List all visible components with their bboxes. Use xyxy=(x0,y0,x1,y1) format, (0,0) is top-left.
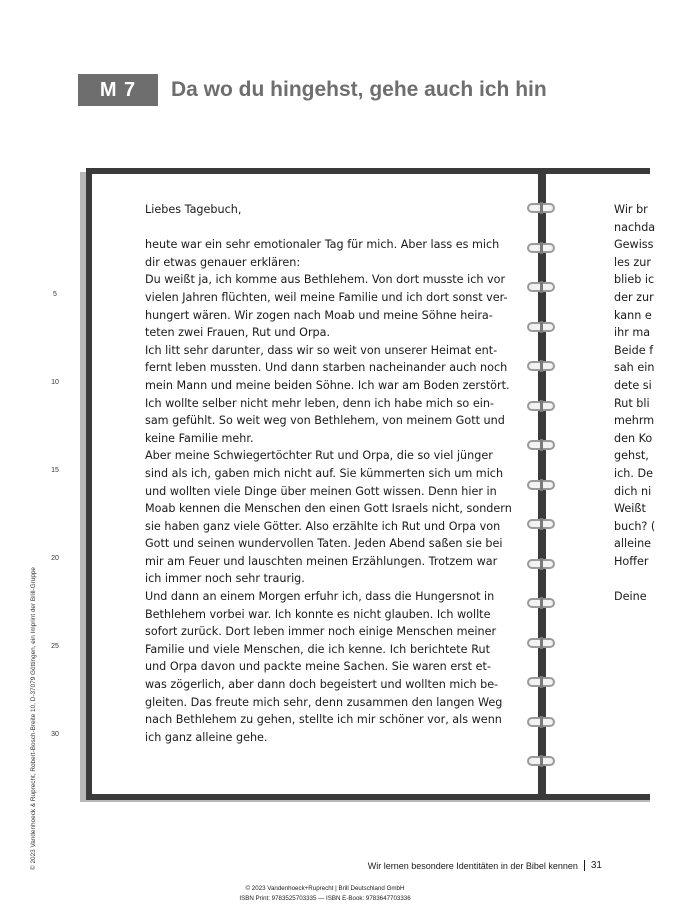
diary-line-right: kann e xyxy=(614,308,652,322)
diary-line: gleiten. Das freute mich sehr, denn zusammen den langen Weg xyxy=(145,695,503,709)
page-number: 31 xyxy=(590,860,602,871)
diary-line-right: dete si xyxy=(614,378,652,392)
diary-line-right: den Ko xyxy=(614,431,653,445)
diary-line: Bethlehem vorbei war. Ich konnte es nicht glauben. Ich wollte xyxy=(145,607,491,621)
side-copyright: © 2023 Vandenhoeck & Ruprecht, Robert-Bosch-Breite 10, D-37079 Göttingen, ein Imprint der Brill-Gruppe xyxy=(30,567,37,870)
line-number: 25 xyxy=(51,643,59,650)
imprint-line-2: ISBN Print: 9783525703335 — ISBN E-Book: 9783647703336 xyxy=(239,895,411,902)
diary-line-right: Hoffer xyxy=(614,554,649,568)
spiral-ring xyxy=(527,361,555,371)
diary-line: hungert wären. Wir zogen nach Moab und meine Söhne heira- xyxy=(145,308,493,322)
diary-line: nach Bethlehem zu gehen, stellte ich mir schöner vor, als wenn xyxy=(145,713,502,727)
diary-line: was zögerlich, aber dann doch begeistert und wollten mich be- xyxy=(145,678,499,692)
diary-line: sie haben ganz viele Götter. Also erzählte ich Rut und Orpa von xyxy=(145,519,501,533)
diary-line: Und dann an einem Morgen erfuhr ich, dass die Hungersnot in xyxy=(145,590,495,604)
diary-line: keine Familie mehr. xyxy=(145,431,254,445)
diary-line-right xyxy=(614,570,674,588)
imprint-line-1: © 2023 Vandenhoeck+Ruprecht | Brill Deutschland GmbH xyxy=(245,885,405,892)
spiral-ring xyxy=(527,480,555,490)
diary-line: Ich litt sehr darunter, dass wir so weit von unserer Heimat ent- xyxy=(145,343,498,357)
diary-line-right: Deine xyxy=(614,590,647,604)
diary-line: vielen Jahren flüchten, weil meine Familie und ich dort sonst ver- xyxy=(145,290,508,304)
line-number: 20 xyxy=(51,555,59,562)
diary-line-right: Beide f xyxy=(614,343,654,357)
page-title: Da wo du hingehst, gehe auch ich hin xyxy=(171,78,547,101)
spiral-ring xyxy=(527,401,555,411)
spiral-ring xyxy=(527,717,555,727)
diary-line: heute war ein sehr emotionaler Tag für mich. Aber lass es mich xyxy=(145,238,500,252)
diary-line-right: mehrm xyxy=(614,414,655,428)
footer-separator xyxy=(584,860,585,871)
diary-line: ich ganz alleine gehe. xyxy=(145,730,268,744)
diary-line: fernt leben mussten. Und dann starben nacheinander auch noch xyxy=(145,361,508,375)
diary-line: teten zwei Frauen, Rut und Orpa. xyxy=(145,326,331,340)
page-footer xyxy=(368,860,602,871)
line-number: 15 xyxy=(51,467,59,474)
diary-line-right: Wir br xyxy=(614,203,648,216)
diary-line-right: blieb ic xyxy=(614,273,655,287)
diary-line: Gott und seinen wundervollen Taten. Jeden Abend saßen sie bei xyxy=(145,537,503,551)
diary-line: sam gefühlt. So weit weg von Bethlehem, von meinem Gott und xyxy=(145,414,505,428)
diary-line-right: sah ein xyxy=(614,361,655,375)
spiral-ring xyxy=(527,519,555,529)
diary-line-right: gehst, xyxy=(614,449,649,463)
spiral-ring xyxy=(527,322,555,332)
spiral-ring xyxy=(527,638,555,648)
spiral-ring xyxy=(527,203,555,213)
diary-line-right: Weißt xyxy=(614,502,646,516)
diary-line-right: ihr ma xyxy=(614,326,651,340)
diary-line: mein Mann und meine beiden Söhne. Ich war am Boden zerstört. xyxy=(145,378,510,392)
diary-entry-left xyxy=(145,201,512,746)
imprint xyxy=(0,884,650,904)
spiral-binding xyxy=(527,200,561,780)
diary-line: dir etwas genauer erklären: xyxy=(145,255,301,269)
diary-line: sind als ich, gaben mich nicht auf. Sie kümmerten sich um mich xyxy=(145,466,504,480)
diary-line: und Orpa davon und packte meine Sachen. Sie waren erst et- xyxy=(145,660,491,674)
diary-line: Du weißt ja, ich komme aus Bethlehem. Von dort musste ich vor xyxy=(145,273,506,287)
diary-line-right: dich ni xyxy=(614,484,652,498)
diary-line: Ich wollte selber nicht mehr leben, denn ich habe mich so ein- xyxy=(145,396,494,410)
diary-line: Moab kennen die Menschen den einen Gott Israels nicht, sondern xyxy=(145,502,512,516)
line-number: 30 xyxy=(51,731,59,738)
diary-line-right: buch? ( xyxy=(614,519,656,533)
diary-line-right: les zur xyxy=(614,255,651,269)
diary-line-right: alleine xyxy=(614,537,652,551)
paragraph-gap xyxy=(145,219,490,237)
diary-entry-right xyxy=(614,201,674,606)
spiral-ring xyxy=(527,677,555,687)
spiral-ring xyxy=(527,440,555,450)
spiral-ring xyxy=(527,243,555,253)
line-number: 5 xyxy=(53,291,57,298)
diary-line-right: Rut bli xyxy=(614,396,650,410)
diary-line: sofort zurück. Dort leben immer noch einige Menschen meiner xyxy=(145,625,497,639)
spiral-ring xyxy=(527,598,555,608)
page-header xyxy=(78,74,547,106)
diary-line: Familie und viele Menschen, die ich kenne. Ich berichtete Rut xyxy=(145,642,490,656)
diary-greeting: Liebes Tagebuch, xyxy=(145,203,242,216)
diary-line: und wollten viele Dinge über meinen Gott wissen. Denn hier in xyxy=(145,484,497,498)
diary-line-right: der zur xyxy=(614,290,654,304)
material-badge: M 7 xyxy=(78,74,158,106)
diary-line-right: ich. De xyxy=(614,466,653,480)
spiral-ring xyxy=(527,282,555,292)
spiral-ring xyxy=(527,756,555,766)
diary-line-right: nachda xyxy=(614,220,656,234)
running-title: Wir lernen besondere Identitäten in der Bibel kennen xyxy=(367,860,578,871)
diary-line: Aber meine Schwiegertöchter Rut und Orpa, die so viel jünger xyxy=(145,449,493,463)
diary-line-right: Gewiss xyxy=(614,238,654,252)
diary-line: mir am Feuer und lauschten meinen Erzählungen. Trotzem war xyxy=(145,554,498,568)
line-number: 10 xyxy=(51,379,59,386)
diary-line: ich immer noch sehr traurig. xyxy=(145,572,305,586)
spiral-ring xyxy=(527,559,555,569)
